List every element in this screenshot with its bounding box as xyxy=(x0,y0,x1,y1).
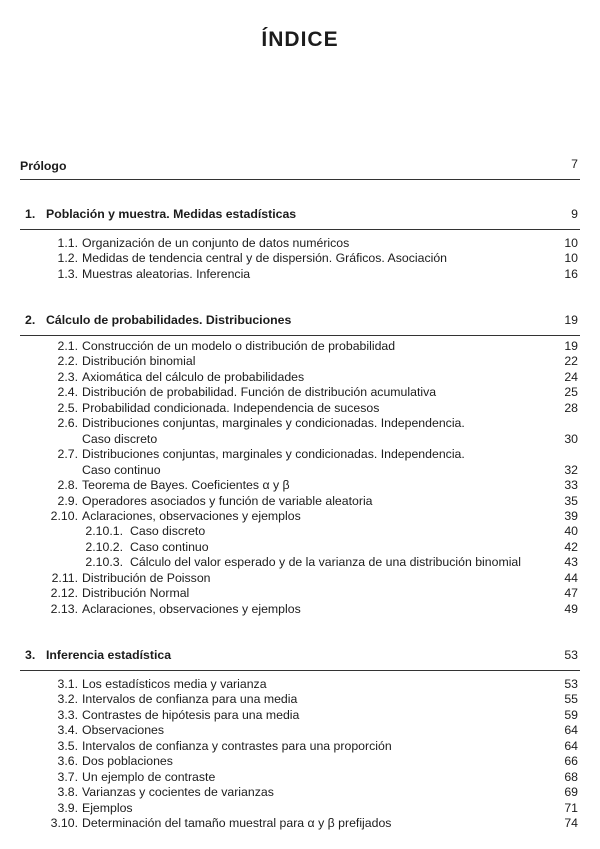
entry-number: 2.6. xyxy=(57,416,78,431)
entry-number: 3.9. xyxy=(57,800,78,815)
entry-number: 2.5. xyxy=(57,400,78,415)
section-title: Población y muestra. Medidas estadísticas xyxy=(46,207,297,221)
entry-title: Distribución de Poisson xyxy=(82,570,211,585)
entry-page: 44 xyxy=(564,570,578,585)
entry-number: 2.11. xyxy=(51,570,78,585)
entry-number: 3.3. xyxy=(57,707,78,722)
entry-title: Varianzas y cocientes de varianzas xyxy=(82,785,274,800)
entry-title: Teorema de Bayes. Coeficientes α y β xyxy=(82,478,290,493)
entry-page: 10 xyxy=(564,236,578,250)
entry-page: 22 xyxy=(564,354,578,369)
entry-number: 2.12. xyxy=(50,586,78,601)
entry-title: Construcción de un modelo o distribución de probabilidad xyxy=(82,339,396,353)
entry-title: Distribuciones conjuntas, marginales y condicionadas. Independencia. xyxy=(82,447,465,462)
entry-title: Dos poblaciones xyxy=(82,754,173,769)
entry-page: 74 xyxy=(564,816,578,831)
section-number: 1. xyxy=(25,207,36,221)
entry-page: 66 xyxy=(564,754,578,769)
entry-page: 64 xyxy=(564,723,578,738)
entry-page: 28 xyxy=(564,400,578,415)
entry-title: Caso continuo xyxy=(130,539,209,554)
section-page: 9 xyxy=(571,207,578,221)
entry-page: 55 xyxy=(564,692,578,707)
entry-title: Distribuciones conjuntas, marginales y condicionadas. Independencia. xyxy=(82,416,465,431)
section-title: Cálculo de probabilidades. Distribuciones xyxy=(46,313,292,327)
entry-page: 25 xyxy=(564,385,578,400)
entry-number: 2.10.2. xyxy=(85,539,123,554)
entry-page: 59 xyxy=(564,707,578,722)
entry-page: 49 xyxy=(564,601,578,616)
entry-title-continuation: Caso discreto xyxy=(82,431,158,446)
entry-number: 2.3. xyxy=(57,369,78,384)
entry-number: 2.2. xyxy=(57,354,78,369)
divider xyxy=(20,179,580,180)
entry-page: 40 xyxy=(564,524,578,539)
entry-number: 2.9. xyxy=(57,493,78,508)
entry-page: 30 xyxy=(564,431,578,446)
entry-page: 24 xyxy=(564,369,578,384)
entry-number: 1.2. xyxy=(57,251,78,266)
entry-number: 3.4. xyxy=(57,723,78,738)
divider xyxy=(20,335,580,336)
entry-page: 33 xyxy=(564,478,578,493)
entry-number: 2.10.1. xyxy=(85,524,123,539)
entry-number: 2.10.3. xyxy=(85,555,123,570)
entry-title: Un ejemplo de contraste xyxy=(82,769,216,784)
entry-number: 3.2. xyxy=(57,692,78,707)
entry-page: 42 xyxy=(564,539,578,554)
entry-page: 19 xyxy=(564,339,578,353)
entry-title: Medidas de tendencia central y de dispersión. Gráficos. Asociación xyxy=(82,251,448,266)
section-page: 19 xyxy=(564,313,578,327)
entry-title: Aclaraciones, observaciones y ejemplos xyxy=(82,601,301,616)
entry-title: Contrastes de hipótesis para una media xyxy=(82,707,300,722)
prologo-page: 7 xyxy=(571,157,578,171)
prologo-label: Prólogo xyxy=(20,159,67,173)
entry-title: Operadores asociados y función de variable aleatoria xyxy=(82,493,373,508)
section-title: Inferencia estadística xyxy=(46,648,172,662)
entry-page: 64 xyxy=(564,738,578,753)
entry-title: Distribución Normal xyxy=(82,586,190,601)
entry-title: Distribución binomial xyxy=(82,354,196,369)
entry-page: 10 xyxy=(564,251,578,266)
entry-number: 3.1. xyxy=(57,677,78,691)
entry-title: Ejemplos xyxy=(82,800,133,815)
entry-number: 1.1. xyxy=(57,236,78,250)
entry-title: Intervalos de confianza para una media xyxy=(82,692,298,707)
entry-number: 3.8. xyxy=(57,785,78,800)
entry-number: 3.5. xyxy=(57,738,78,753)
entry-page: 68 xyxy=(564,769,578,784)
entry-title: Caso discreto xyxy=(130,524,206,539)
entry-title: Observaciones xyxy=(82,723,165,738)
entry-title: Distribución de probabilidad. Función de distribución acumulativa xyxy=(82,385,437,400)
divider xyxy=(20,229,580,230)
entry-title: Muestras aleatorias. Inferencia xyxy=(82,266,251,281)
entry-page: 16 xyxy=(564,266,578,281)
entry-number: 2.8. xyxy=(57,478,78,493)
entry-title: Determinación del tamaño muestral para α y β prefijados xyxy=(82,816,392,831)
entry-number: 3.10. xyxy=(50,816,78,831)
entry-title: Intervalos de confianza y contrastes para una proporción xyxy=(82,738,392,753)
entry-page: 71 xyxy=(564,800,578,815)
entry-title: Probabilidad condicionada. Independencia de sucesos xyxy=(82,400,380,415)
entry-title: Organización de un conjunto de datos numéricos xyxy=(82,236,350,250)
entry-number: 3.6. xyxy=(57,754,78,769)
entry-page: 35 xyxy=(564,493,578,508)
entry-page: 43 xyxy=(564,555,578,570)
entry-number: 1.3. xyxy=(57,266,78,281)
entry-title: Aclaraciones, observaciones y ejemplos xyxy=(82,508,301,523)
entry-number: 2.7. xyxy=(57,447,78,462)
entry-page: 32 xyxy=(564,462,578,477)
entry-number: 3.7. xyxy=(57,769,78,784)
entry-number: 2.13. xyxy=(50,601,78,616)
entry-number: 2.4. xyxy=(57,385,78,400)
entry-title: Cálculo del valor esperado y de la varianza de una distribución binomial xyxy=(130,555,521,570)
entry-page: 39 xyxy=(564,508,578,523)
entry-page: 53 xyxy=(564,677,578,691)
section-number: 3. xyxy=(25,648,36,662)
entry-title: Los estadísticos media y varianza xyxy=(82,677,267,691)
entry-title-continuation: Caso continuo xyxy=(82,462,161,477)
section-page: 53 xyxy=(564,648,578,662)
divider xyxy=(20,670,580,671)
entry-title: Axiomática del cálculo de probabilidades xyxy=(82,369,305,384)
entry-page: 69 xyxy=(564,785,578,800)
page-title: ÍNDICE xyxy=(261,28,339,51)
entry-number: 2.1. xyxy=(57,339,78,353)
entry-page: 47 xyxy=(564,586,578,601)
entry-number: 2.10. xyxy=(50,508,78,523)
section-number: 2. xyxy=(25,313,36,327)
